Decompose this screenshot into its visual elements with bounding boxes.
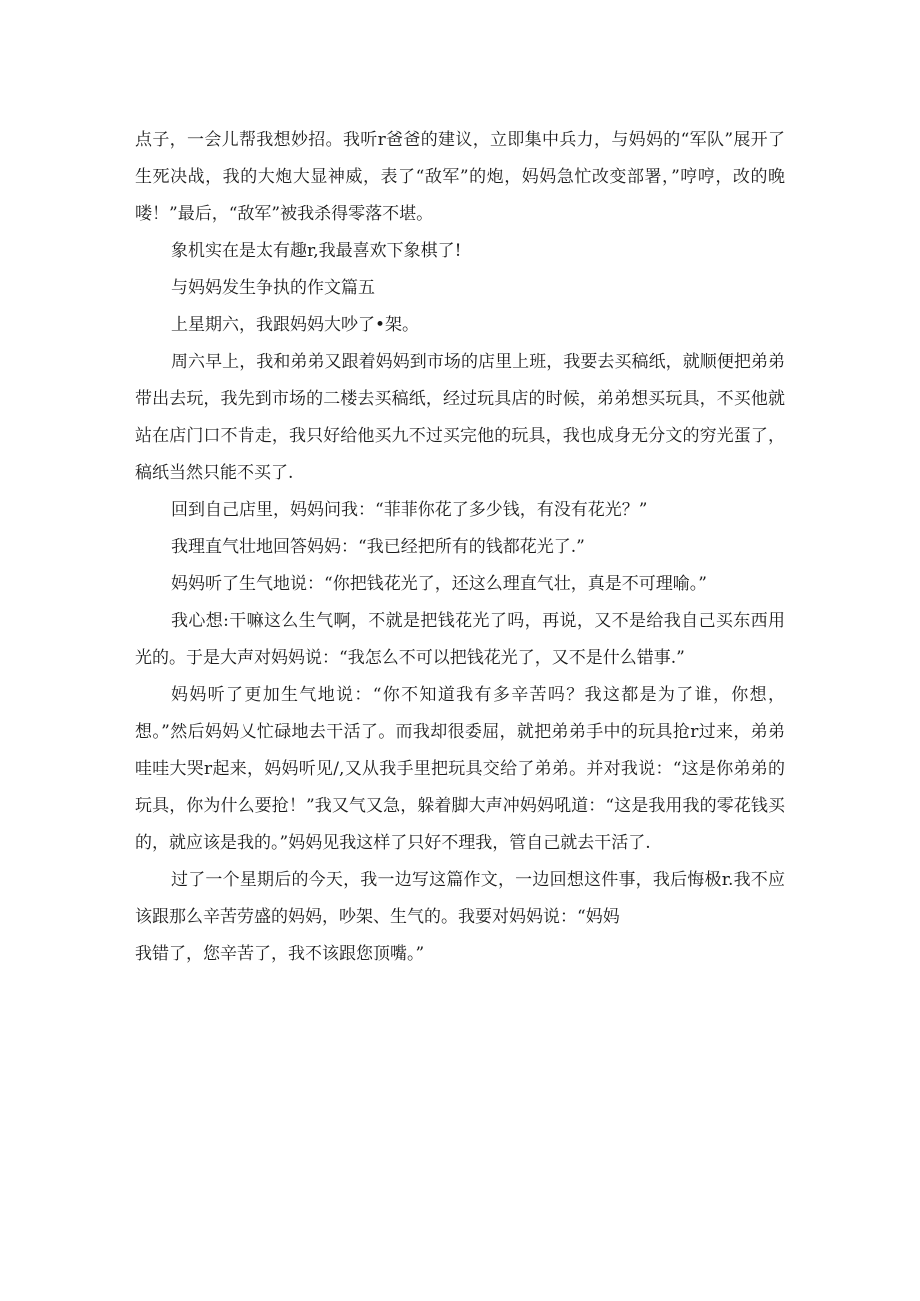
paragraph-continued: 点子，一会儿帮我想妙招。我听r爸爸的建议，立即集中兵力，与妈妈的“军队”展开了生死决战，我的大炮大显神威，表了“敌军”的炮，妈妈急忙改变部署，”哼哼，改的晚喽！”最后，“敌军”被我杀得零落不堪。	[135, 130, 785, 224]
paragraph-answer: 我理直气壮地回答妈妈：“我已经把所有的钱都花光了.”	[171, 537, 585, 557]
paragraph-intro: 上星期六，我跟妈妈大吵了•架。	[171, 315, 420, 335]
paragraph-argument: 妈妈听了更加生气地说：“你不知道我有多辛苦吗？我这都是为了谁，你想，想。”然后妈妈乂忙碌地去干活了。而我却很委屈，就把弟弟手中的玩具抢r过来，弟弟哇哇大哭r起来，妈妈听见/,又从我手里把玩具交给了弟弟。并对我说：“这是你弟弟的玩具，你为什么要抢！”我又气又急，躲着脚大声冲妈妈吼道：“这是我用我的零花钱买的，就应该是我的。”妈妈见我这样了只好不理我，管自己就去干活了.	[135, 685, 785, 853]
closing-text-second: 我错了，您辛苦了，我不该跟您顶嘴。”	[135, 944, 425, 964]
paragraph-thoughts: 我心想:干嘛这么生气啊，不就是把钱花光了吗，再说，又不是给我自己买东西用光的。于是大声对妈妈说：“我怎么不可以把钱花光了，又不是什么错事.”	[135, 611, 785, 668]
essay-title: 与妈妈发生争执的作文篇五	[171, 278, 375, 298]
paragraph-closing	[135, 862, 785, 973]
closing-text-first: 过了一个星期后的今天，我一边写这篇作文，一边回想这件事，我后悔极r.我不应该跟那么辛苦劳盛的妈妈，吵架、生气的。我要对妈妈说：“妈妈	[135, 870, 785, 927]
paragraph-mom-asks: 回到自己店里，妈妈问我：“菲菲你花了多少钱，有没有花光？”	[171, 500, 648, 520]
paragraph-saturday: 周六早上，我和弟弟又跟着妈妈到市场的店里上班，我要去买稿纸，就顺便把弟弟带出去玩，我先到市场的二楼去买稿纸，经过玩具店的时候，弟弟想买玩具，不买他就站在店门口不肯走，我只好给他买九不过买完他的玩具，我也成身无分文的穷光蛋了，稿纸当然只能不买了.	[135, 352, 785, 483]
paragraph-mom-angry: 妈妈听了生气地说：“你把钱花光了，还这么理直气壮，真是不可理喻。”	[171, 574, 707, 594]
document-content	[135, 122, 785, 973]
paragraph-chess-conclusion: 象机实在是太有趣r,我最喜欢下象棋了!	[171, 241, 462, 261]
